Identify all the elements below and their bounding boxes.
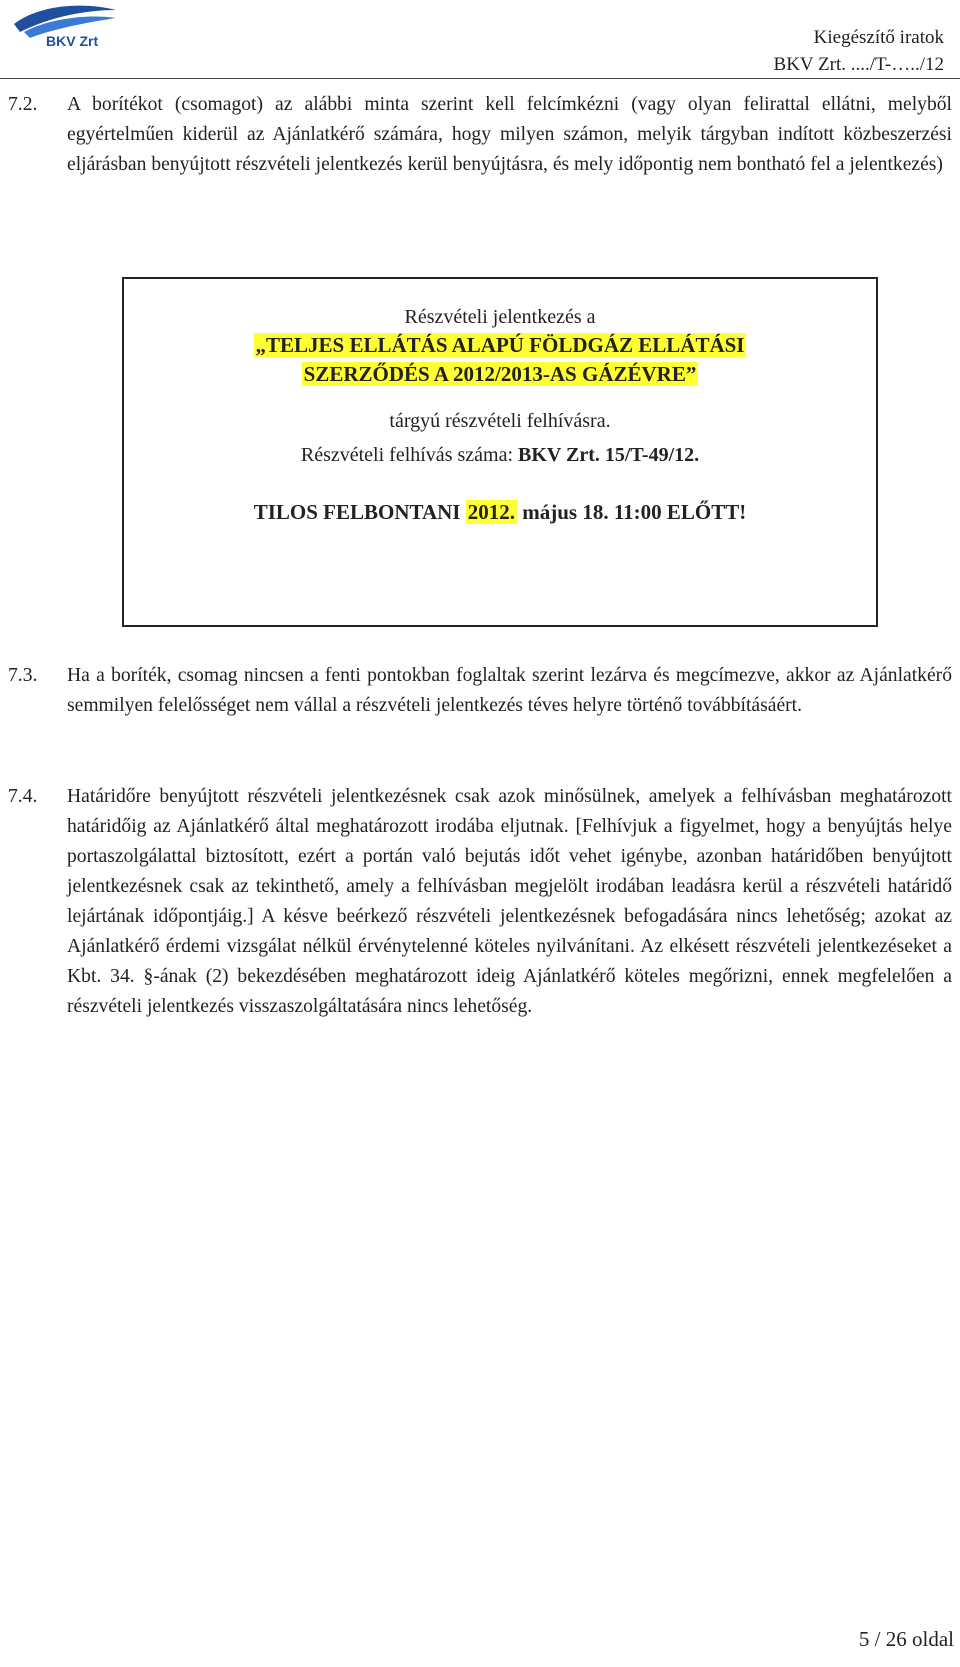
header-doc-type: Kiegészítő iratok: [813, 27, 944, 48]
logo-text: BKV Zrt: [46, 33, 99, 48]
section-number: 7.2.: [8, 94, 38, 115]
deadline-date: május 18. 11:00 ELŐTT!: [516, 500, 747, 524]
section-7-4: [8, 782, 952, 1022]
box-line-deadline: [124, 497, 876, 527]
section-7-2: [8, 90, 952, 180]
page-header: [0, 0, 960, 79]
reference-number: BKV Zrt. 15/T-49/12.: [518, 444, 700, 466]
box-line-subject: tárgyú részvételi felhívásra.: [389, 410, 611, 432]
box-line-reference: [124, 441, 876, 469]
section-7-3: [8, 661, 952, 721]
header-doc-ref: BKV Zrt. ..../T-…../12: [773, 54, 944, 75]
deadline-year: 2012.: [467, 500, 515, 524]
box-line-intro: Részvételi jelentkezés a: [404, 306, 596, 328]
deadline-prefix: TILOS FELBONTANI: [253, 500, 466, 524]
bkv-logo-icon: [10, 2, 120, 48]
section-number: 7.3.: [8, 665, 38, 686]
section-text: Ha a boríték, csomag nincsen a fenti pontokban foglaltak szerint lezárva és megcímezve, akkor az Ajánlatkérő semmilyen felelősséget nem vállal a részvételi jelentkezés téves helyre történő továbbításáért.: [67, 665, 952, 716]
envelope-label-box: [122, 277, 878, 627]
reference-label: Részvételi felhívás száma:: [300, 444, 518, 466]
box-title-line2: SZERZŐDÉS A 2012/2013-AS GÁZÉVRE”: [303, 362, 697, 386]
section-text: Határidőre benyújtott részvételi jelentkezésnek csak azok minősülnek, amelyek a felhívásban meghatározott határidőig az Ajánlatkérő által meghatározott irodába eljutnak. [Felhívjuk a figyelmet, hogy a benyújtás helye portaszolgálattal biztosított, ezért a portán való bejutás időt vehet igénybe, azonban határidőben benyújtott jelentkezésnek csak az tekinthető, amely a felhívásban megjelölt irodában leadásra kerül a részvételi határidő lejártának időpontjáig.] A késve beérkező részvételi jelentkezésnek befogadására nincs lehetőség; azokat az Ajánlatkérő érdemi vizsgálat nélkül érvénytelenné köteles nyilvánítani. Az elkésett részvételi jelentkezéseket a Kbt. 34. §-ának (2) bekezdésében meghatározott ideig Ajánlatkérő köteles megőrizni, ennek megfelelően a részvételi jelentkezés visszaszolgáltatására nincs lehetőség.: [67, 786, 952, 1017]
box-title-line1: „TELJES ELLÁTÁS ALAPÚ FÖLDGÁZ ELLÁTÁSI: [255, 333, 745, 357]
section-text: A borítékot (csomagot) az alábbi minta szerint kell felcímkézni (vagy olyan felirattal ellátni, melyből egyértelműen kiderül az Ajánlatkérő számára, hogy milyen számon, melyik tárgyban indított közbeszerzési eljárásban benyújtott részvételi jelentkezés kerül benyújtásra, és mely időpontig nem bontható fel a jelentkezés): [67, 94, 952, 175]
page-number: 5 / 26 oldal: [858, 1627, 954, 1651]
section-number: 7.4.: [8, 786, 38, 807]
box-title: [124, 331, 876, 389]
header-info: [774, 24, 944, 78]
